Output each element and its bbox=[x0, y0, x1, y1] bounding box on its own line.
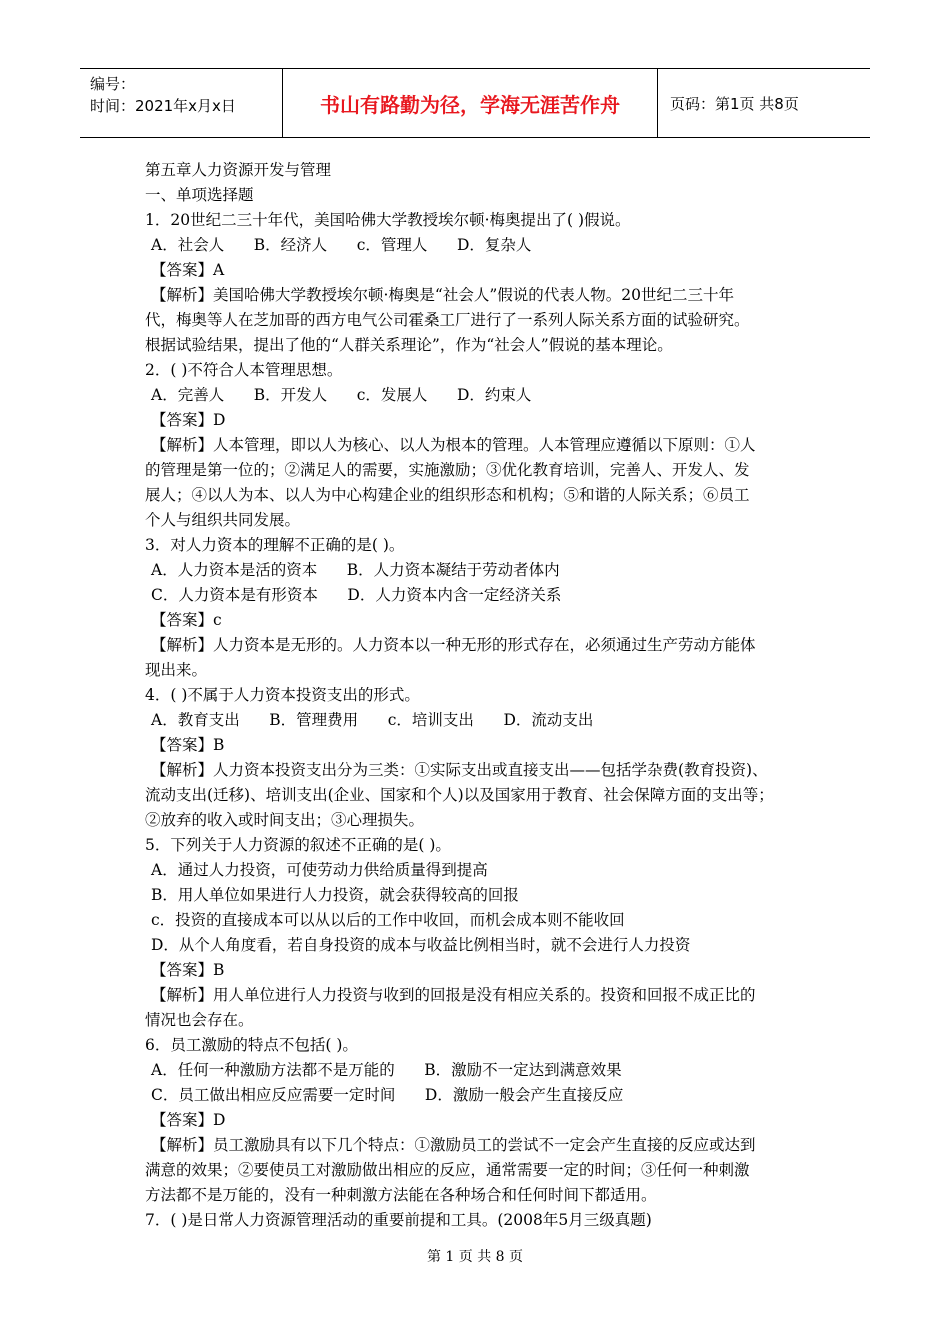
header-motto: 书山有路勤为径，学海无涯苦作舟 bbox=[283, 69, 658, 137]
text-line: 代，梅奥等人在芝加哥的西方电气公司霍桑工厂进行了一系列人际关系方面的试验研究。 bbox=[145, 311, 750, 329]
option-line: A．完善人 B．开发人 c．发展人 D．约束人 bbox=[151, 386, 532, 404]
document-date: 时间：2021年x月x日 bbox=[90, 97, 236, 115]
answer-line: 【解析】员工激励具有以下几个特点：①激励员工的尝试不一定会产生直接的反应或达到 bbox=[151, 1136, 756, 1154]
text-line: 根据试验结果，提出了他的“人群关系理论”，作为“社会人”假说的基本理论。 bbox=[145, 336, 673, 354]
option-line: D．从个人角度看，若自身投资的成本与收益比例相当时，就不会进行人力投资 bbox=[151, 936, 691, 954]
header-meta-cell bbox=[80, 69, 283, 137]
option-line: C．人力资本是有形资本 D．人力资本内含一定经济关系 bbox=[151, 586, 562, 604]
text-line: 流动支出(迁移)、培训支出(企业、国家和个人)以及国家用于教育、社会保障方面的支出等； bbox=[145, 786, 774, 804]
document-number-label: 编号： bbox=[90, 75, 136, 93]
text-line: 方法都不是万能的，没有一种刺激方法能在各种场合和任何时间下都适用。 bbox=[145, 1186, 657, 1204]
document-header bbox=[80, 68, 870, 138]
text-line: 6．员工激励的特点不包括( )。 bbox=[145, 1036, 358, 1054]
answer-line: 【答案】A bbox=[151, 261, 225, 279]
text-line: 个人与组织共同发展。 bbox=[145, 511, 301, 529]
text-line: 展人；④以人为本、以人为中心构建企业的组织形态和机构；⑤和谐的人际关系；⑥员工 bbox=[145, 486, 750, 504]
text-line: 一、单项选择题 bbox=[145, 186, 254, 204]
text-line: 第五章人力资源开发与管理 bbox=[145, 161, 332, 179]
document-body bbox=[145, 158, 820, 1233]
answer-line: 【答案】B bbox=[151, 736, 225, 754]
answer-line: 【解析】人力资本投资支出分为三类：①实际支出或直接支出——包括学杂费(教育投资)、 bbox=[151, 761, 768, 779]
answer-line: 【答案】B bbox=[151, 961, 225, 979]
answer-line: 【答案】c bbox=[151, 611, 222, 629]
text-line: 3．对人力资本的理解不正确的是( )。 bbox=[145, 536, 405, 554]
option-line: A．任何一种激励方法都不是万能的 B．激励不一定达到满意效果 bbox=[151, 1061, 622, 1079]
answer-line: 【答案】D bbox=[151, 411, 226, 429]
text-line: 情况也会存在。 bbox=[145, 1011, 254, 1029]
answer-line: 【解析】用人单位进行人力投资与收到的回报是没有相应关系的。投资和回报不成正比的 bbox=[151, 986, 756, 1004]
page-footer: 第 1 页 共 8 页 bbox=[426, 1249, 524, 1265]
option-line: C．员工做出相应反应需要一定时间 D．激励一般会产生直接反应 bbox=[151, 1086, 624, 1104]
option-line: A．人力资本是活的资本 B．人力资本凝结于劳动者体内 bbox=[151, 561, 560, 579]
header-page-info: 页码：第1页 共8页 bbox=[670, 94, 799, 113]
text-line: ②放弃的收入或时间支出；③心理损失。 bbox=[145, 811, 425, 829]
option-line: A．教育支出 B．管理费用 c．培训支出 D．流动支出 bbox=[151, 711, 594, 729]
text-line: 5．下列关于人力资源的叙述不正确的是( )。 bbox=[145, 836, 451, 854]
text-line: 现出来。 bbox=[145, 661, 208, 679]
text-line: 2．( )不符合人本管理思想。 bbox=[145, 361, 343, 379]
text-line: 1．20世纪二三十年代，美国哈佛大学教授埃尔顿·梅奥提出了( )假说。 bbox=[145, 211, 631, 229]
answer-line: 【答案】D bbox=[151, 1111, 226, 1129]
option-line: A．社会人 B．经济人 c．管理人 D．复杂人 bbox=[151, 236, 532, 254]
text-line: 的管理是第一位的；②满足人的需要，实施激励；③优化教育培训，完善人、开发人、发 bbox=[145, 461, 750, 479]
answer-line: 【解析】美国哈佛大学教授埃尔顿·梅奥是“社会人”假说的代表人物。20世纪二三十年 bbox=[151, 286, 735, 304]
option-line: B．用人单位如果进行人力投资，就会获得较高的回报 bbox=[151, 886, 519, 904]
text-line: 7．( )是日常人力资源管理活动的重要前提和工具。(2008年5月三级真题) bbox=[145, 1211, 652, 1229]
text-line: 满意的效果；②要使员工对激励做出相应的反应，通常需要一定的时间；③任何一种刺激 bbox=[145, 1161, 750, 1179]
option-line: c．投资的直接成本可以从以后的工作中收回，而机会成本则不能收回 bbox=[151, 911, 625, 929]
answer-line: 【解析】人本管理，即以人为核心、以人为根本的管理。人本管理应遵循以下原则：①人 bbox=[151, 436, 756, 454]
option-line: A．通过人力投资，可使劳动力供给质量得到提高 bbox=[151, 861, 488, 879]
answer-line: 【解析】人力资本是无形的。人力资本以一种无形的形式存在，必须通过生产劳动方能体 bbox=[151, 636, 756, 654]
text-line: 4．( )不属于人力资本投资支出的形式。 bbox=[145, 686, 420, 704]
